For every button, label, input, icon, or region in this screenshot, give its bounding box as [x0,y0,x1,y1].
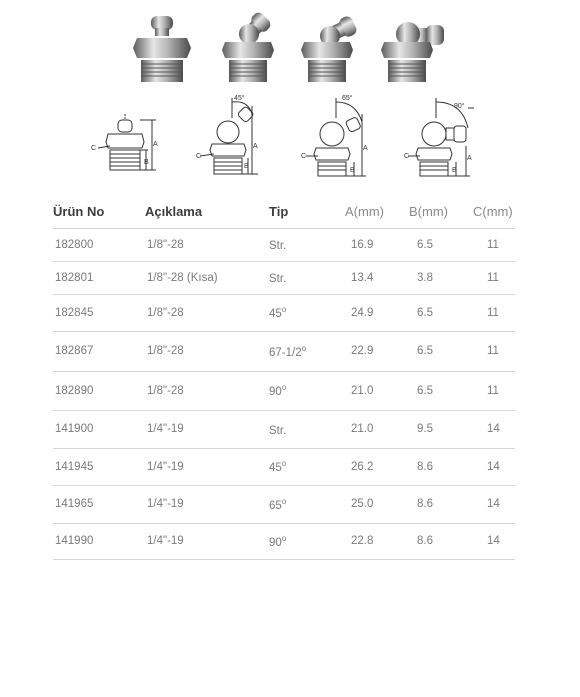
dim-b-label: B [144,159,149,166]
type-degree: o [281,459,287,468]
cell-c: 11 [473,294,515,331]
header-b-mm: B(mm) [409,204,448,220]
cell-c: 14 [473,523,515,559]
header-description: Açıklama [145,204,203,220]
cell-type [269,448,345,485]
type-degree: o [301,343,307,353]
cell-b: 6.5 [409,331,473,371]
cell-type [269,371,345,410]
table-row [53,410,515,448]
dim-c-label: C [301,153,307,160]
cell-description: 1/8"-28 [145,294,269,331]
straight-grease-fitting-photo [127,8,197,86]
dim-b-label: B [244,163,249,170]
dim-a-label: A [467,155,472,162]
dim-a-label: A [253,143,258,150]
cell-description: 1/4"-19 [145,523,269,559]
type-degree: o [281,496,287,506]
cell-description: 1/4"-19 [145,448,269,485]
type-value: 67-1/2 [269,346,302,359]
header-c-mm: C(mm) [473,204,513,220]
cell-a: 25.0 [345,485,409,523]
cell-a: 16.9 [345,228,409,261]
header-product-no: Ürün No [53,204,105,220]
angled-45-grease-fitting-photo [213,8,283,86]
straight-fitting-drawing [90,88,180,188]
header-type: Tip [269,204,289,220]
dim-c-label: C [196,153,202,160]
type-degree: o [281,305,287,314]
type-degree: o [281,533,287,543]
dim-b-label: B [350,167,355,174]
angle-label: 90° [454,103,465,110]
table-header-row [53,196,515,228]
angled-65-grease-fitting-photo [296,8,366,86]
cell-b: 6.5 [409,294,473,331]
angled-90-grease-fitting-photo [378,8,448,86]
type-value: 45 [269,462,282,474]
table-row [53,228,515,261]
type-value: Str. [269,240,287,252]
cell-c: 11 [473,228,515,261]
table-row [53,261,515,294]
cell-product-no: 141990 [53,523,145,559]
cell-product-no: 141900 [53,410,145,448]
cell-b: 8.6 [409,523,473,559]
cell-a: 26.2 [345,448,409,485]
table-row [53,485,515,523]
cell-a: 21.0 [345,410,409,448]
dim-b-label: B [452,167,457,174]
cell-a: 22.8 [345,523,409,559]
cell-description: 1/8"-28 [145,331,269,371]
cell-c: 11 [473,261,515,294]
cell-product-no: 182890 [53,371,145,410]
cell-b: 9.5 [409,410,473,448]
cell-product-no: 182867 [53,331,145,371]
angle-label: 65° [342,95,353,102]
cell-b: 8.6 [409,448,473,485]
cell-b: 6.5 [409,228,473,261]
type-value: Str. [269,273,287,285]
cell-b: 8.6 [409,485,473,523]
table-row [53,294,515,331]
type-value: 90 [269,536,282,549]
cell-description: 1/4"-19 [145,485,269,523]
cell-type [269,228,345,261]
dim-c-label: C [91,145,97,152]
table-row [53,523,515,559]
cell-b: 6.5 [409,371,473,410]
table-row [53,448,515,485]
product-spec-table [53,196,515,560]
dim-a-label: A [363,145,368,152]
table-row [53,371,515,410]
cell-a: 21.0 [345,371,409,410]
65-degree-fitting-drawing [300,88,390,188]
cell-product-no: 182800 [53,228,145,261]
cell-description: 1/8"-28 [145,371,269,410]
cell-description: 1/4"-19 [145,410,269,448]
cell-product-no: 182845 [53,294,145,331]
cell-c: 14 [473,410,515,448]
90-degree-fitting-drawing [404,88,494,188]
angle-label: 45° [234,95,245,102]
45-degree-fitting-drawing [196,88,286,188]
cell-c: 11 [473,331,515,371]
technical-drawings [0,88,580,188]
type-degree: o [281,383,287,392]
cell-type [269,294,345,331]
type-value: 90 [269,386,282,398]
cell-c: 14 [473,448,515,485]
cell-type [269,331,345,371]
cell-description: 1/8"-28 [145,228,269,261]
cell-type [269,410,345,448]
cell-c: 14 [473,485,515,523]
cell-type [269,261,345,294]
cell-b: 3.8 [409,261,473,294]
cell-product-no: 141945 [53,448,145,485]
cell-type [269,485,345,523]
cell-description: 1/8"-28 (Kısa) [145,261,269,294]
table-row [53,331,515,371]
product-photos [0,0,580,90]
type-value: Str. [269,424,287,437]
cell-a: 24.9 [345,294,409,331]
cell-c: 11 [473,371,515,410]
cell-product-no: 182801 [53,261,145,294]
header-a-mm: A(mm) [345,204,384,220]
type-value: 45 [269,308,282,320]
dim-a-label: A [153,141,158,148]
dim-c-label: C [404,153,410,160]
type-value: 65 [269,499,282,512]
cell-a: 22.9 [345,331,409,371]
cell-product-no: 141965 [53,485,145,523]
cell-type [269,523,345,559]
cell-a: 13.4 [345,261,409,294]
